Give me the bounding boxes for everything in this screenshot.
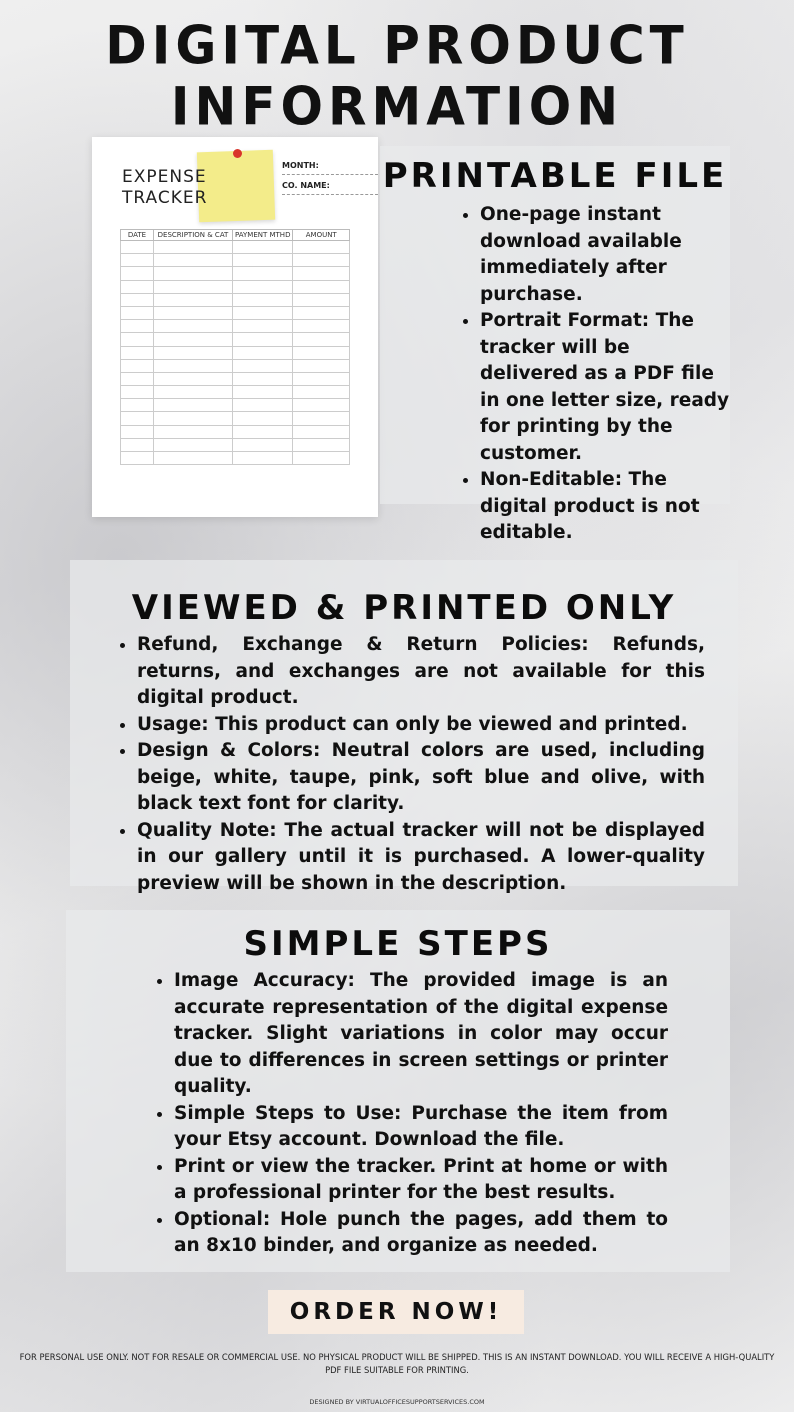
list-item: • Non-Editable: The digital product is not editable. [480, 467, 730, 547]
table-cell [233, 293, 293, 306]
printable-heading: PRINTABLE FILE [382, 156, 728, 196]
table-cell [233, 346, 293, 359]
table-row [121, 306, 350, 319]
table-cell [233, 425, 293, 438]
table-cell [293, 372, 350, 385]
list-item: • Usage: This product can only be viewed and printed. [137, 712, 705, 739]
list-item: • Image Accuracy: The provided image is an accurate representation of the digital expense tracker. Slight variations in color may occur due to differences in screen settings or printer quality. [174, 968, 668, 1101]
table-cell [121, 254, 154, 267]
preview-table [120, 229, 350, 465]
designer-credit: DESIGNED BY VIRTUALOFFICESUPPORTSERVICES.COM [309, 1398, 485, 1406]
table-cell [121, 306, 154, 319]
table-cell [293, 346, 350, 359]
table-cell [293, 386, 350, 399]
table-cell [293, 425, 350, 438]
list-item: • Print or view the tracker. Print at home or with a professional printer for the best results. [174, 1154, 668, 1207]
table-cell [121, 267, 154, 280]
table-cell [154, 333, 233, 346]
table-cell [233, 386, 293, 399]
month-field: MONTH: [282, 161, 378, 175]
steps-heading: SIMPLE STEPS [243, 924, 553, 964]
table-row [121, 254, 350, 267]
table-cell [233, 452, 293, 465]
table-cell [154, 280, 233, 293]
preview-title [122, 167, 207, 209]
table-cell [293, 306, 350, 319]
table-cell [233, 306, 293, 319]
table-row [121, 333, 350, 346]
list-item: • Simple Steps to Use: Purchase the item from your Etsy account. Download the file. [174, 1101, 668, 1154]
column-header: DESCRIPTION & CAT [154, 230, 233, 241]
table-cell [293, 333, 350, 346]
list-item: • Design & Colors: Neutral colors are used, including beige, white, taupe, pink, soft blue and olive, with black text font for clarity. [137, 738, 705, 818]
table-row [121, 320, 350, 333]
column-header: DATE [121, 230, 154, 241]
table-cell [154, 386, 233, 399]
table-cell [233, 438, 293, 451]
table-cell [293, 438, 350, 451]
table-cell [233, 372, 293, 385]
order-now-button[interactable]: ORDER NOW! [268, 1290, 524, 1334]
table-cell [293, 254, 350, 267]
table-cell [154, 293, 233, 306]
table-row [121, 425, 350, 438]
table-cell [154, 346, 233, 359]
table-row [121, 280, 350, 293]
table-cell [121, 399, 154, 412]
table-cell [154, 359, 233, 372]
table-cell [154, 452, 233, 465]
table-cell [121, 438, 154, 451]
table-cell [293, 412, 350, 425]
table-cell [293, 241, 350, 254]
table-cell [233, 280, 293, 293]
disclaimer-text: FOR PERSONAL USE ONLY. NOT FOR RESALE OR COMMERCIAL USE. NO PHYSICAL PRODUCT WILL BE SHIPPED. THIS IS AN INSTANT DOWNLOAD. YOU WILL RECEIVE A HIGH-QUALITY PDF FILE SUITABLE FOR PRINTING. [19, 1352, 775, 1375]
table-cell [233, 412, 293, 425]
list-item: • Refund, Exchange & Return Policies: Refunds, returns, and exchanges are not available for this digital product. [137, 632, 705, 712]
table-cell [121, 372, 154, 385]
table-row [121, 452, 350, 465]
table-cell [154, 438, 233, 451]
expense-tracker-preview [92, 137, 378, 517]
table-cell [293, 399, 350, 412]
table-cell [121, 280, 154, 293]
column-header: AMOUNT [293, 230, 350, 241]
table-cell [154, 254, 233, 267]
table-cell [121, 452, 154, 465]
table-row [121, 346, 350, 359]
table-cell [121, 412, 154, 425]
table-cell [233, 399, 293, 412]
table-cell [233, 320, 293, 333]
table-row [121, 241, 350, 254]
table-row [121, 438, 350, 451]
list-item: • Optional: Hole punch the pages, add them to an 8x10 binder, and organize as needed. [174, 1207, 668, 1260]
table-row [121, 412, 350, 425]
column-header: PAYMENT MTHD [233, 230, 293, 241]
table-cell [293, 267, 350, 280]
table-cell [154, 267, 233, 280]
table-cell [154, 412, 233, 425]
preview-title-line2: TRACKER [122, 188, 208, 208]
viewed-list [117, 632, 705, 897]
table-cell [121, 241, 154, 254]
list-item: • Quality Note: The actual tracker will not be displayed in our gallery until it is purchased. A lower-quality preview will be shown in the description. [137, 818, 705, 898]
table-cell [154, 320, 233, 333]
table-cell [121, 346, 154, 359]
viewed-heading: VIEWED & PRINTED ONLY [131, 588, 677, 628]
table-cell [293, 293, 350, 306]
table-cell [293, 320, 350, 333]
table-cell [121, 293, 154, 306]
table-cell [154, 306, 233, 319]
table-row [121, 386, 350, 399]
steps-list [154, 968, 668, 1260]
page-title: DIGITAL PRODUCT INFORMATION [105, 15, 689, 137]
table-cell [233, 359, 293, 372]
list-item: • Portrait Format: The tracker will be delivered as a PDF file in one letter size, ready for printing by the customer. [480, 308, 730, 467]
table-cell [121, 425, 154, 438]
table-cell [154, 425, 233, 438]
list-item: • One-page instant download available immediately after purchase. [480, 202, 730, 308]
printable-file-section [380, 146, 730, 543]
viewed-printed-section [70, 560, 738, 894]
pin-icon [233, 149, 242, 158]
table-cell [293, 280, 350, 293]
table-row [121, 372, 350, 385]
table-cell [121, 320, 154, 333]
printable-list [460, 202, 730, 547]
table-cell [233, 267, 293, 280]
table-cell [233, 254, 293, 267]
table-cell [154, 241, 233, 254]
table-row [121, 267, 350, 280]
simple-steps-section [66, 910, 730, 1272]
table-row [121, 359, 350, 372]
sticky-note [197, 150, 275, 223]
table-cell [121, 386, 154, 399]
table-cell [121, 359, 154, 372]
company-field: CO. NAME: [282, 181, 378, 195]
table-row [121, 399, 350, 412]
table-cell [293, 359, 350, 372]
table-cell [293, 452, 350, 465]
preview-title-line1: EXPENSE [122, 167, 207, 187]
table-row [121, 293, 350, 306]
table-cell [154, 372, 233, 385]
table-cell [233, 241, 293, 254]
table-cell [233, 333, 293, 346]
table-cell [154, 399, 233, 412]
preview-rows [121, 241, 350, 465]
table-cell [121, 333, 154, 346]
